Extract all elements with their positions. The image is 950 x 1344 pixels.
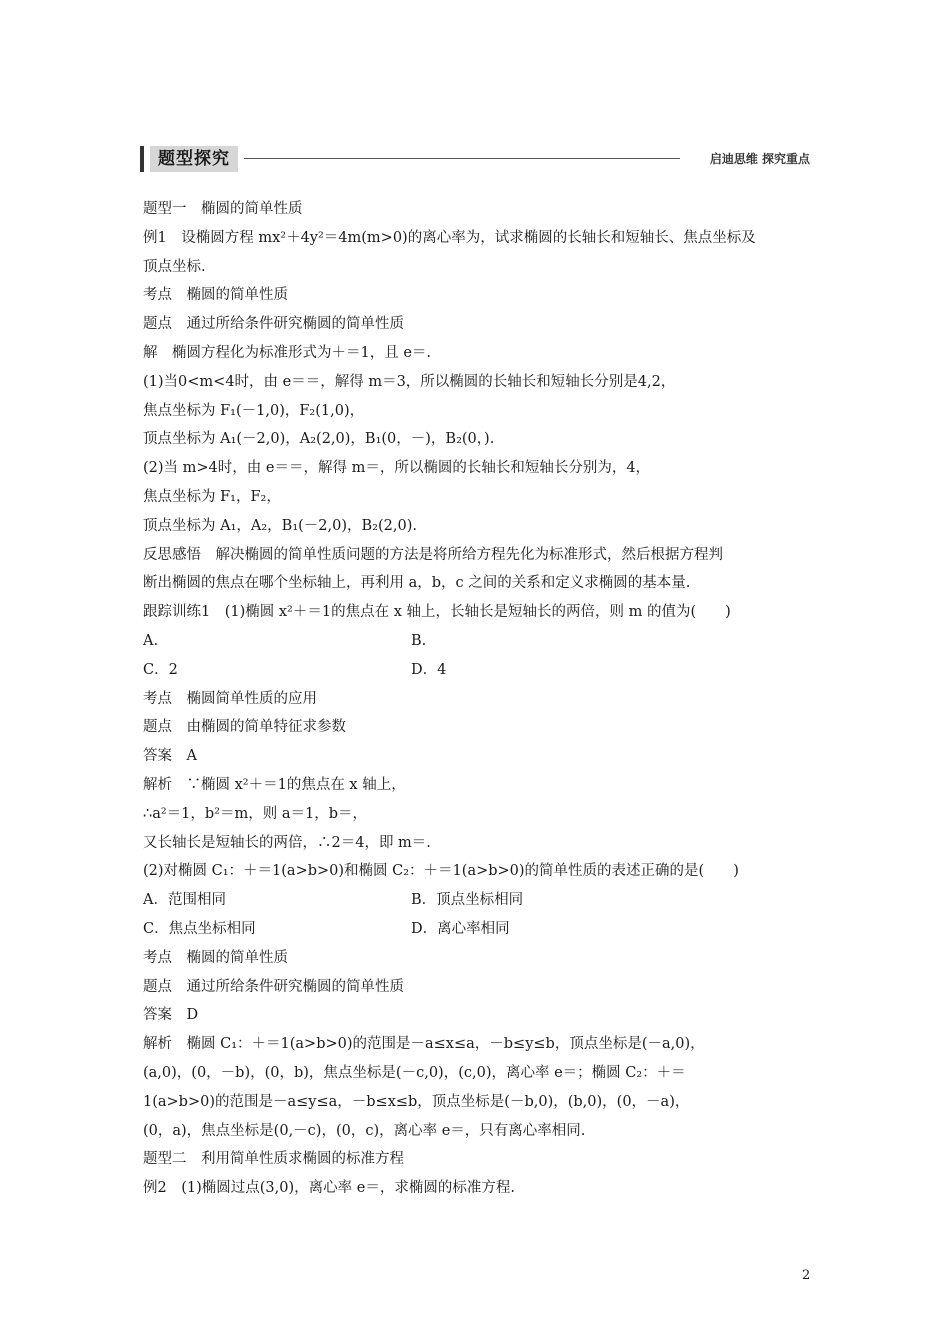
text-line: 题型一 椭圆的简单性质 [143,201,303,217]
options-row [143,627,813,656]
options-row [143,656,813,685]
text-line: 解 椭圆方程化为标准形式为＋＝1，且 e＝. [143,344,432,361]
header-mark [140,146,144,172]
text-line: (2)当 m>4时，由 e＝＝，解得 m＝，所以椭圆的长轴长和短轴长分别为，4， [143,460,651,477]
text-line: 顶点坐标. [143,258,206,275]
text-line: 跟踪训练1 (1)椭圆 x²＋＝1的焦点在 x 轴上，长轴长是短轴长的两倍，则 m 的值为( ) [143,604,731,621]
option-b: B. [411,632,427,649]
text-line: 题点 由椭圆的简单特征求参数 [143,719,346,736]
text-line: 考点 椭圆简单性质的应用 [143,690,317,707]
text-line: 题点 通过所给条件研究椭圆的简单性质 [143,978,404,995]
option-a: A．范围相同 [143,892,226,909]
text-line: 考点 椭圆的简单性质 [143,287,288,304]
option-a: A. [143,632,159,649]
section-header [140,146,810,172]
text-line: 题型二 利用简单性质求椭圆的标准方程 [143,1151,404,1168]
text-line: 顶点坐标为 A₁(－2,0)，A₂(2,0)，B₁(0，－)，B₂(0，). [143,431,495,448]
text-line: (1)当0<m<4时，由 e＝＝，解得 m＝3，所以椭圆的长轴长和短轴长分别是4,2， [143,373,676,390]
document-body [143,195,813,1203]
text-line: 解析 椭圆 C₁：＋＝1(a>b>0)的范围是－a≤x≤a，－b≤y≤b，顶点坐标是(－a,0)， [143,1036,705,1053]
text-line: 题点 通过所给条件研究椭圆的简单性质 [143,316,404,333]
section-title: 题型探究 [150,146,238,172]
option-c: C．2 [143,661,178,678]
text-line: 答案 D [143,1007,199,1024]
text-line: 反思感悟 解决椭圆的简单性质问题的方法是将所给方程先化为标准形式，然后根据方程判 [143,546,723,563]
text-line: 断出椭圆的焦点在哪个坐标轴上，再利用 a，b，c 之间的关系和定义求椭圆的基本量. [143,575,691,592]
options-row [143,915,813,944]
header-subtitle: 启迪思维 探究重点 [709,152,810,166]
option-b: B．顶点坐标相同 [411,892,524,909]
text-line: 答案 A [143,748,197,765]
text-line: 顶点坐标为 A₁，A₂，B₁(－2,0)，B₂(2,0). [143,517,417,534]
text-line: 焦点坐标为 F₁，F₂， [143,488,281,505]
text-line: 焦点坐标为 F₁(－1,0)，F₂(1,0)， [143,402,365,419]
text-line: 又长轴长是短轴长的两倍，∴2＝4，即 m＝. [143,834,431,851]
text-line: 例1 设椭圆方程 mx²＋4y²＝4m(m>0)的离心率为，试求椭圆的长轴长和短轴长、焦点坐标及 [143,229,756,246]
header-rule [244,158,680,159]
text-line: (0，a)，焦点坐标是(0,－c)，(0，c)，离心率 e＝，只有离心率相同. [143,1122,586,1139]
text-line: 考点 椭圆的简单性质 [143,949,288,966]
text-line: 例2 (1)椭圆过点(3,0)，离心率 e＝，求椭圆的标准方程. [143,1180,515,1197]
text-line: (a,0)，(0，－b)，(0，b)，焦点坐标是(－c,0)，(c,0)，离心率 e＝；椭圆 C₂：＋＝ [143,1064,686,1081]
text-line: ∴a²＝1，b²＝m，则 a＝1，b＝， [143,805,368,822]
text-line: 1(a>b>0)的范围是－a≤y≤a，－b≤x≤b，顶点坐标是(－b,0)，(b,0)，(0，－a)， [143,1093,690,1110]
options-row [143,886,813,915]
option-c: C．焦点坐标相同 [143,920,256,937]
text-line: (2)对椭圆 C₁：＋＝1(a>b>0)和椭圆 C₂：＋＝1(a>b>0)的简单性质的表述正确的是( ) [143,863,739,880]
option-d: D．4 [411,661,447,678]
page-number: 2 [802,1268,811,1283]
option-d: D．离心率相同 [411,920,510,937]
text-line: 解析 ∵椭圆 x²＋＝1的焦点在 x 轴上， [143,776,406,793]
